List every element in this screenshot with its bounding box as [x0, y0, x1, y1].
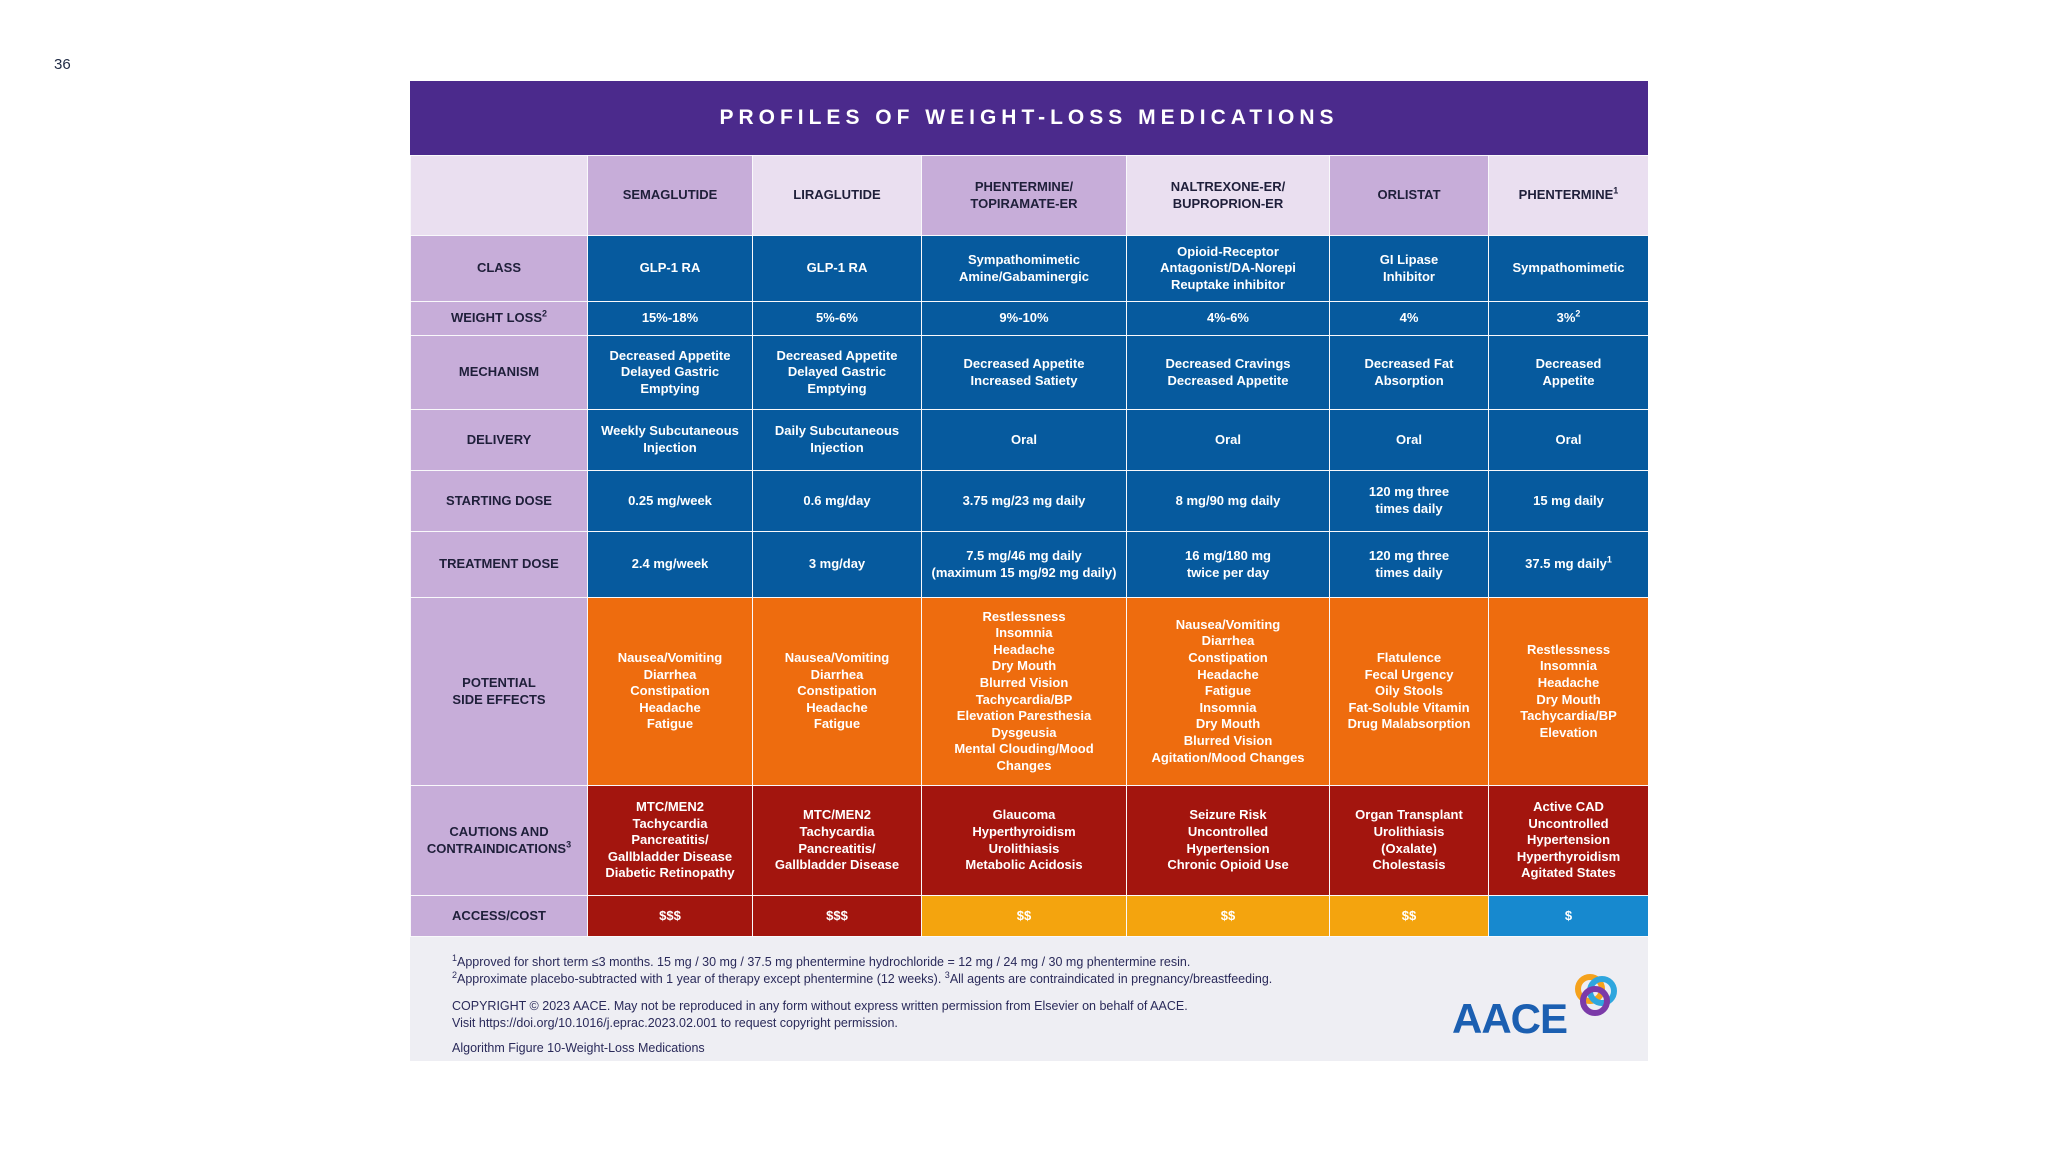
- table-cell: [1330, 336, 1489, 410]
- table-cell: [1127, 336, 1330, 410]
- table-row: [411, 236, 1649, 302]
- table-cell: [1127, 786, 1330, 896]
- row-label: [411, 532, 588, 598]
- footnote-mark: 3: [566, 839, 572, 850]
- table-cell: [1330, 896, 1489, 937]
- table-cell: [1489, 786, 1649, 896]
- drug-name: LIRAGLUTIDE: [793, 187, 881, 203]
- cell-value: Decreased Appetite Delayed Gastric Emptying: [776, 347, 898, 396]
- table-row: [411, 786, 1649, 896]
- table-cell: [588, 532, 753, 598]
- footnote-mark: 2: [452, 969, 458, 980]
- cell-value: Restlessness Insomnia Headache Dry Mouth Blurred Vision Tachycardia/BP Elevation Paresthesia Dysgeusia Mental Clouding/Mood Changes: [954, 608, 1094, 773]
- table-cell: [588, 896, 753, 937]
- copyright-notice: COPYRIGHT © 2023 AACE. May not be reproduced in any form without express written permission from Elsevier on behalf of AACE.: [452, 999, 1188, 1013]
- row-label: [411, 302, 588, 336]
- cell-value: Decreased Fat Absorption: [1364, 355, 1454, 388]
- footnote-text: Approved for short term ≤3 months. 15 mg / 30 mg / 37.5 mg phentermine hydrochloride = 12 mg / 24 mg / 30 mg phentermine resin.: [457, 955, 1191, 969]
- table-cell: [1330, 302, 1489, 336]
- cell-value: $: [1564, 907, 1573, 923]
- table-row: [411, 336, 1649, 410]
- table-cell: [588, 302, 753, 336]
- table-cell: [753, 236, 922, 302]
- cell-value: 0.25 mg/week: [628, 492, 712, 508]
- table-cell: [1127, 532, 1330, 598]
- drug-name: ORLISTAT: [1377, 187, 1441, 203]
- row-label: [411, 336, 588, 410]
- row-label-text: DELIVERY: [466, 431, 532, 447]
- drug-name: SEMAGLUTIDE: [622, 187, 718, 203]
- table-cell: [753, 410, 922, 471]
- table-cell: [1330, 786, 1489, 896]
- cell-value: 15 mg daily: [1533, 492, 1604, 508]
- table-row: [411, 302, 1649, 336]
- cell-value: 4%-6%: [1207, 310, 1249, 326]
- row-label-text: MECHANISM: [458, 364, 540, 380]
- cell-value: 120 mg three times daily: [1368, 547, 1450, 580]
- table-cell: [1127, 471, 1330, 532]
- drug-name: PHENTERMINE: [1518, 187, 1614, 203]
- table-cell: [922, 302, 1127, 336]
- footnote-mark: 1: [452, 952, 458, 963]
- cell-value: MTC/MEN2 Tachycardia Pancreatitis/ Gallbladder Disease: [774, 807, 900, 873]
- table-cell: [922, 896, 1127, 937]
- page-number: 36: [54, 56, 71, 73]
- table-cell: [753, 786, 922, 896]
- cell-value: Weekly Subcutaneous Injection: [601, 423, 739, 455]
- cell-value: MTC/MEN2 Tachycardia Pancreatitis/ Gallbladder Disease Diabetic Retinopathy: [605, 799, 735, 881]
- cell-value: Oral: [1395, 431, 1422, 447]
- footnote-text: Approximate placebo-subtracted with 1 year of therapy except phentermine (12 weeks).: [457, 972, 942, 986]
- table-cell: [1489, 336, 1649, 410]
- table-row: [411, 471, 1649, 532]
- cell-value: Nausea/Vomiting Diarrhea Constipation Headache Fatigue: [784, 650, 890, 732]
- table-cell: [1489, 598, 1649, 786]
- cell-value: $$: [1016, 907, 1032, 923]
- table-row: [411, 410, 1649, 471]
- cell-value: $$: [1220, 907, 1236, 923]
- cell-value: Daily Subcutaneous Injection: [774, 423, 900, 455]
- cell-value: Restlessness Insomnia Headache Dry Mouth Tachycardia/BP Elevation: [1520, 641, 1617, 740]
- cell-value: Oral: [1010, 431, 1037, 447]
- table-corner: [411, 156, 588, 236]
- row-label-text: STARTING DOSE: [446, 492, 552, 508]
- table-cell: [1127, 598, 1330, 786]
- cell-value: 3.75 mg/23 mg daily: [962, 492, 1086, 508]
- aace-rings-icon: [1570, 969, 1622, 1021]
- cell-value: $$$: [826, 907, 848, 923]
- drug-header-2: [753, 156, 922, 236]
- table-cell: [1127, 410, 1330, 471]
- table-cell: [753, 336, 922, 410]
- footnote-mark: 1: [1606, 554, 1612, 565]
- drug-header-1: [588, 156, 753, 236]
- cell-value: Decreased Appetite: [1535, 355, 1602, 388]
- cell-value: 3%: [1556, 310, 1576, 326]
- table-cell: [1489, 896, 1649, 937]
- table-cell: [922, 786, 1127, 896]
- row-label-text: POTENTIAL SIDE EFFECTS: [452, 674, 546, 707]
- table-cell: [1489, 532, 1649, 598]
- cell-value: Sympathomimetic Amine/Gabaminergic: [958, 251, 1090, 284]
- cell-value: Seizure Risk Uncontrolled Hypertension Chronic Opioid Use: [1167, 807, 1289, 873]
- cell-value: Decreased Appetite Increased Satiety: [963, 355, 1085, 388]
- row-label: [411, 598, 588, 786]
- cell-value: Nausea/Vomiting Diarrhea Constipation Headache Fatigue: [617, 650, 723, 732]
- permission-link[interactable]: Visit https://doi.org/10.1016/j.eprac.2023.02.001 to request copyright permission.: [452, 1016, 898, 1030]
- cell-value: 4%: [1399, 310, 1419, 326]
- table-cell: [922, 471, 1127, 532]
- cell-value: 15%-18%: [641, 310, 699, 326]
- table-cell: [753, 896, 922, 937]
- table-row: [411, 598, 1649, 786]
- cell-value: Sympathomimetic: [1512, 260, 1625, 276]
- footnote-mark: 3: [944, 969, 950, 980]
- table-cell: [1489, 236, 1649, 302]
- drug-header-row: [411, 156, 1649, 236]
- drug-name: NALTREXONE-ER/ BUPROPRION-ER: [1170, 178, 1286, 211]
- table-cell: [1127, 236, 1330, 302]
- cell-value: Oral: [1214, 431, 1241, 447]
- table-cell: [922, 598, 1127, 786]
- row-label: [411, 236, 588, 302]
- footnotes: [452, 954, 1352, 1057]
- table-cell: [1330, 236, 1489, 302]
- table-cell: [1330, 471, 1489, 532]
- cell-value: Organ Transplant Urolithiasis (Oxalate) Cholestasis: [1355, 807, 1463, 873]
- table-cell: [1330, 598, 1489, 786]
- cell-value: 3 mg/day: [808, 556, 866, 572]
- row-label: [411, 471, 588, 532]
- cell-value: 0.6 mg/day: [803, 492, 871, 508]
- row-label: [411, 786, 588, 896]
- cell-value: 16 mg/180 mg twice per day: [1185, 547, 1271, 580]
- medication-table: [410, 155, 1649, 937]
- drug-header-6: [1489, 156, 1649, 236]
- table-body: [411, 236, 1649, 937]
- table-cell: [922, 236, 1127, 302]
- cell-value: 120 mg three times daily: [1368, 484, 1450, 516]
- aace-logo: [1452, 969, 1627, 1045]
- cell-value: GLP-1 RA: [806, 260, 868, 276]
- drug-header-3: [922, 156, 1127, 236]
- table-cell: [1127, 896, 1330, 937]
- cell-value: $$$: [659, 907, 681, 923]
- table-cell: [1489, 410, 1649, 471]
- cell-value: Decreased Appetite Delayed Gastric Emptying: [609, 347, 731, 396]
- table-row: [411, 896, 1649, 937]
- row-label-text: ACCESS/COST: [452, 907, 546, 923]
- row-label: [411, 896, 588, 937]
- row-label-text: CLASS: [476, 260, 522, 276]
- row-label-text: CAUTIONS AND CONTRAINDICATIONS: [426, 823, 567, 856]
- table-cell: [753, 471, 922, 532]
- cell-value: 9%-10%: [999, 310, 1049, 326]
- table-cell: [588, 336, 753, 410]
- cell-value: Oral: [1555, 431, 1582, 447]
- cell-value: GLP-1 RA: [639, 260, 701, 276]
- cell-value: 37.5 mg daily: [1525, 556, 1607, 572]
- table-cell: [1330, 532, 1489, 598]
- cell-value: 8 mg/90 mg daily: [1175, 492, 1281, 508]
- table-cell: [588, 786, 753, 896]
- footnote-mark: 2: [541, 308, 547, 319]
- cell-value: Opioid-Receptor Antagonist/DA-Norepi Reuptake inhibitor: [1160, 243, 1296, 292]
- table-cell: [753, 598, 922, 786]
- footnote-mark: 1: [1613, 185, 1619, 196]
- table-cell: [753, 532, 922, 598]
- footnote-1: [452, 954, 1352, 971]
- table-row: [411, 532, 1649, 598]
- table-cell: [1127, 302, 1330, 336]
- footnote-2: [452, 971, 1352, 988]
- cell-value: Flatulence Fecal Urgency Oily Stools Fat-Soluble Vitamin Drug Malabsorption: [1347, 650, 1471, 732]
- figure-title: PROFILES OF WEIGHT-LOSS MEDICATIONS: [410, 81, 1648, 155]
- cell-value: $$: [1401, 907, 1417, 923]
- row-label: [411, 410, 588, 471]
- cell-value: 7.5 mg/46 mg daily (maximum 15 mg/92 mg daily): [931, 547, 1117, 580]
- table-cell: [922, 532, 1127, 598]
- cell-value: 2.4 mg/week: [631, 556, 709, 572]
- table-cell: [1489, 471, 1649, 532]
- cell-value: Glaucoma Hyperthyroidism Urolithiasis Metabolic Acidosis: [965, 807, 1083, 873]
- table-cell: [753, 302, 922, 336]
- table-cell: [922, 336, 1127, 410]
- footnote-text: All agents are contraindicated in pregnancy/breastfeeding.: [949, 972, 1273, 986]
- table-cell: [588, 410, 753, 471]
- medication-profiles-figure: [410, 81, 1648, 1061]
- cell-value: 5%-6%: [816, 310, 858, 326]
- drug-header-5: [1330, 156, 1489, 236]
- row-label-text: TREATMENT DOSE: [439, 556, 559, 572]
- drug-header-4: [1127, 156, 1330, 236]
- table-cell: [588, 598, 753, 786]
- table-cell: [588, 471, 753, 532]
- table-cell: [588, 236, 753, 302]
- row-label-text: WEIGHT LOSS: [450, 310, 542, 326]
- footnote-mark: 2: [1575, 308, 1581, 319]
- logo-text: AACE: [1452, 995, 1568, 1042]
- figure-caption: Algorithm Figure 10-Weight-Loss Medications: [452, 1041, 705, 1055]
- cell-value: Nausea/Vomiting Diarrhea Constipation Headache Fatigue Insomnia Dry Mouth Blurred Vision Agitation/Mood Changes: [1151, 616, 1305, 765]
- table-cell: [1330, 410, 1489, 471]
- cell-value: Active CAD Uncontrolled Hypertension Hyperthyroidism Agitated States: [1516, 799, 1621, 881]
- table-cell: [922, 410, 1127, 471]
- cell-value: Decreased Cravings Decreased Appetite: [1165, 355, 1291, 388]
- drug-name: PHENTERMINE/ TOPIRAMATE-ER: [970, 178, 1078, 211]
- table-cell: [1489, 302, 1649, 336]
- cell-value: GI Lipase Inhibitor: [1379, 251, 1439, 284]
